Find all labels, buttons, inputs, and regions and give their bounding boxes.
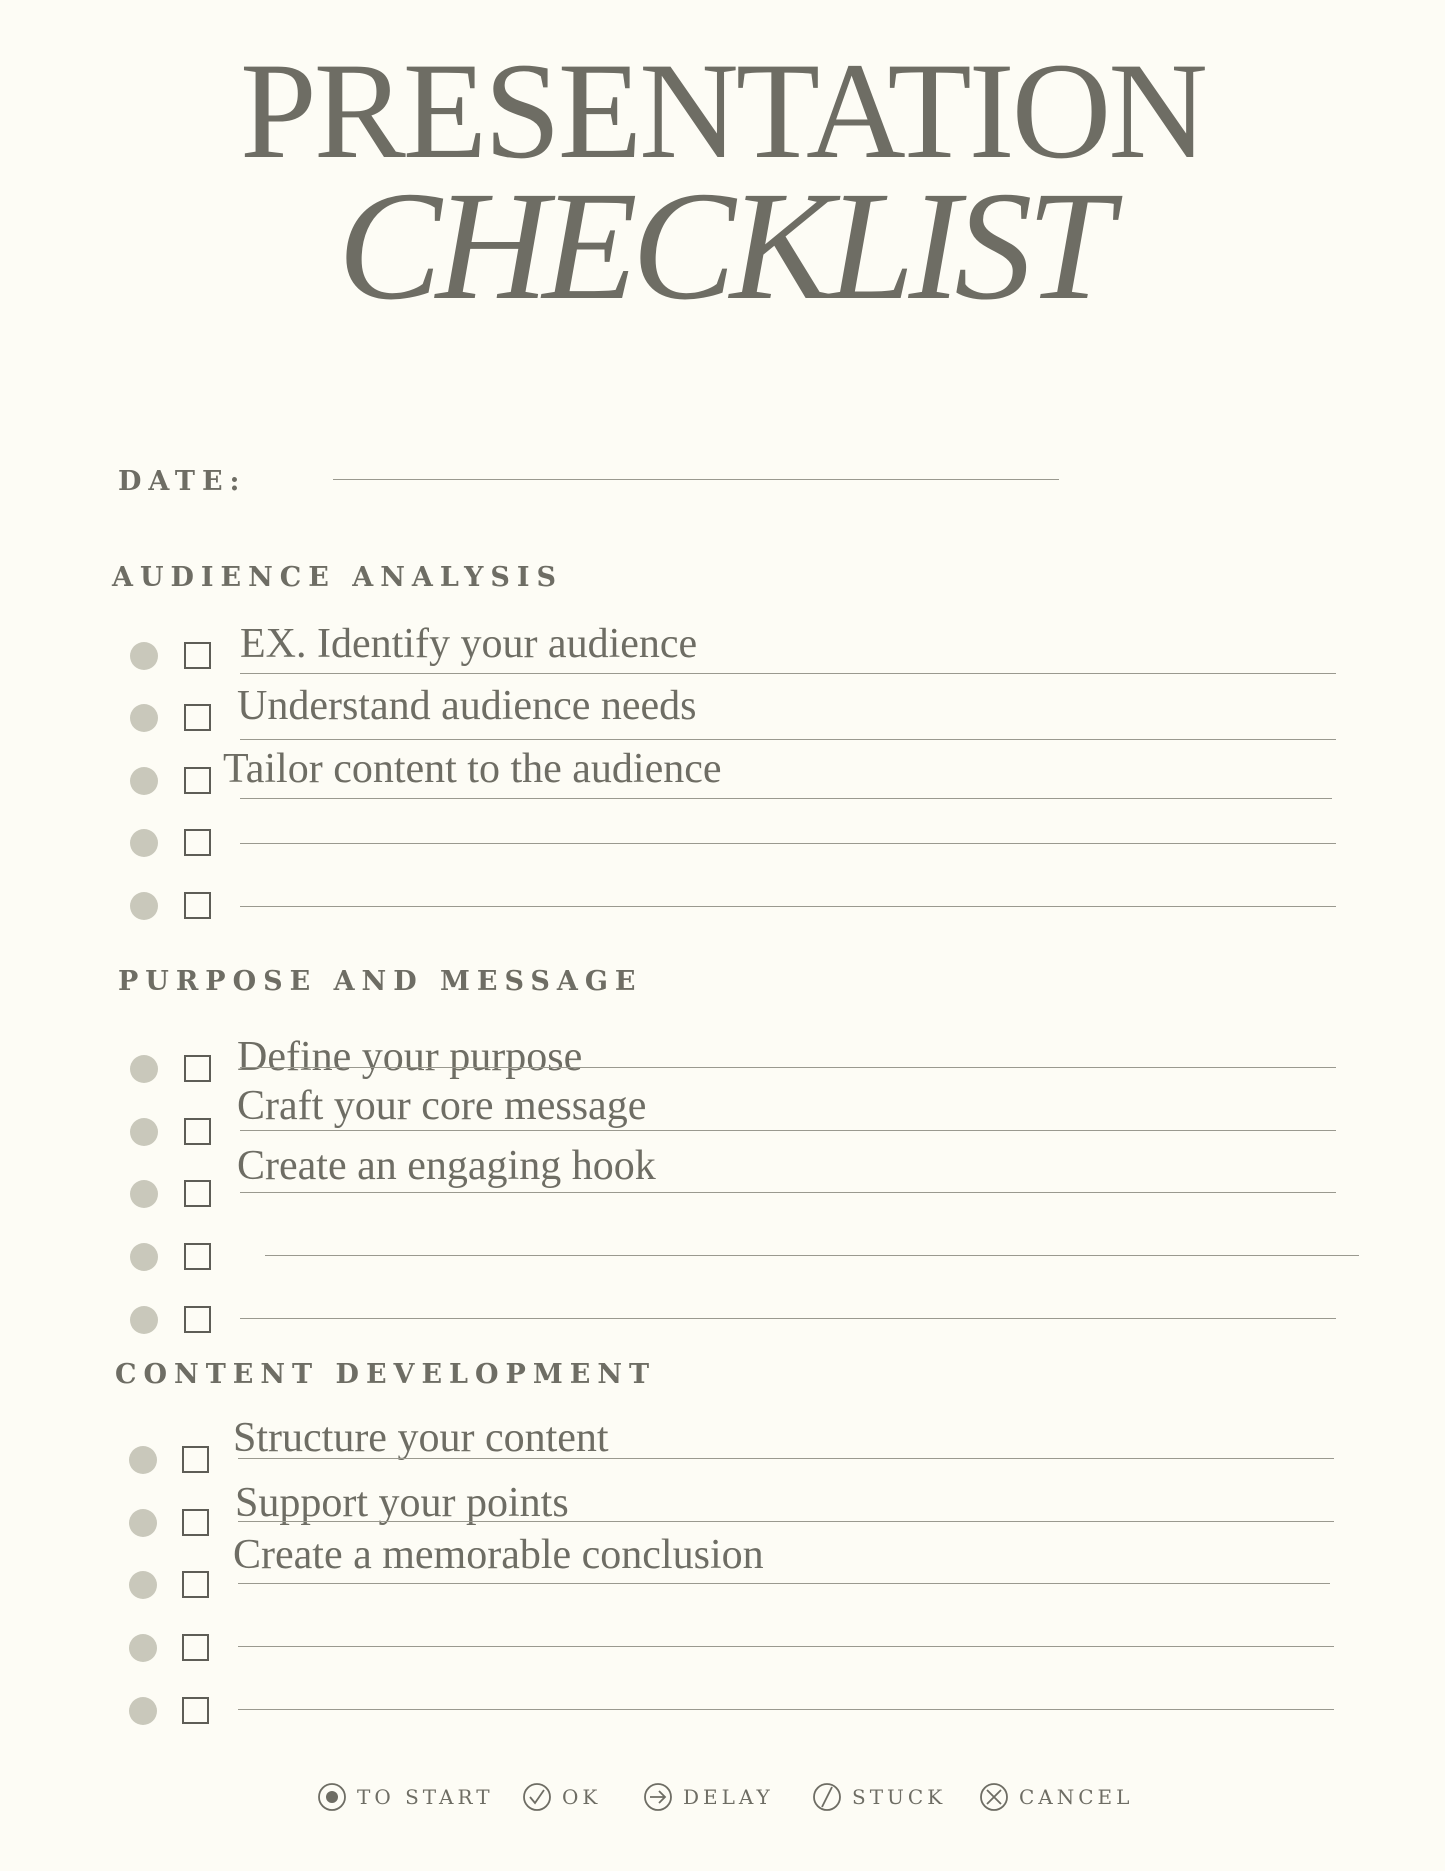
legend-label: OK [562, 1785, 602, 1809]
item-text[interactable]: Define your purpose [237, 1034, 583, 1080]
legend-label: CANCEL [1019, 1785, 1134, 1809]
legend-label: STUCK [852, 1785, 947, 1809]
checklist-row [0, 1225, 1445, 1287]
item-underline [240, 1192, 1336, 1193]
title-line-2: CHECKLIST [337, 159, 1108, 332]
checkbox[interactable] [184, 829, 211, 856]
circle-dot-icon [317, 1782, 347, 1812]
checkbox[interactable] [182, 1634, 209, 1661]
item-underline [238, 1646, 1334, 1647]
checklist-row [0, 1415, 1445, 1490]
item-text[interactable]: Create a memorable conclusion [233, 1532, 764, 1578]
item-text[interactable]: Structure your content [233, 1415, 609, 1461]
checklist-row [0, 621, 1445, 686]
circle-check-icon [522, 1782, 552, 1812]
legend-label: DELAY [683, 1785, 774, 1809]
status-dot[interactable] [130, 767, 158, 795]
checkbox[interactable] [184, 892, 211, 919]
item-underline [265, 1255, 1359, 1256]
item-underline [240, 798, 1332, 799]
status-dot[interactable] [130, 704, 158, 732]
circle-slash-icon [812, 1782, 842, 1812]
item-underline [240, 1318, 1336, 1319]
item-text[interactable]: Craft your core message [237, 1083, 647, 1129]
status-dot[interactable] [129, 1634, 157, 1662]
date-label: DATE: [118, 466, 247, 497]
checklist-row [0, 874, 1445, 936]
item-text[interactable]: Tailor content to the audience [223, 746, 722, 792]
checklist-row [0, 1288, 1445, 1350]
status-dot[interactable] [129, 1697, 157, 1725]
item-text[interactable]: Create an engaging hook [237, 1143, 656, 1189]
checklist-row [0, 1143, 1445, 1224]
status-dot[interactable] [130, 892, 158, 920]
status-legend [0, 1780, 1445, 1816]
checkbox[interactable] [184, 642, 211, 669]
checkbox[interactable] [184, 1306, 211, 1333]
status-dot[interactable] [130, 1180, 158, 1208]
date-input-line[interactable] [333, 479, 1059, 480]
title-line-1: PRESENTATION [240, 34, 1205, 187]
section-heading-content-development: CONTENT DEVELOPMENT [115, 1359, 657, 1390]
legend-label: TO START [357, 1785, 494, 1809]
status-dot[interactable] [129, 1571, 157, 1599]
circle-arrow-right-icon [643, 1782, 673, 1812]
item-underline [240, 906, 1336, 907]
checklist-row [0, 683, 1445, 748]
checklist-row [0, 1679, 1445, 1741]
item-text[interactable]: Support your points [235, 1480, 569, 1526]
item-underline [240, 1067, 1336, 1068]
item-underline [238, 1709, 1334, 1710]
status-dot[interactable] [129, 1509, 157, 1537]
status-dot[interactable] [130, 642, 158, 670]
checkbox[interactable] [182, 1509, 209, 1536]
checklist-row [0, 1034, 1445, 1099]
item-underline [240, 739, 1336, 740]
checkbox[interactable] [184, 1180, 211, 1207]
status-dot[interactable] [130, 829, 158, 857]
section-heading-purpose-and-message: PURPOSE AND MESSAGE [118, 966, 643, 997]
item-underline [240, 673, 1336, 674]
circle-x-icon [979, 1782, 1009, 1812]
section-heading-audience-analysis: AUDIENCE ANALYSIS [112, 562, 564, 593]
status-dot[interactable] [130, 1306, 158, 1334]
status-dot[interactable] [129, 1446, 157, 1474]
checkbox[interactable] [184, 1243, 211, 1270]
status-dot[interactable] [130, 1055, 158, 1083]
item-underline [238, 1458, 1334, 1459]
checkbox[interactable] [182, 1571, 209, 1598]
item-underline [240, 843, 1336, 844]
status-dot[interactable] [130, 1243, 158, 1271]
item-underline [238, 1583, 1330, 1584]
checklist-row [0, 1532, 1445, 1615]
checklist-row [0, 1083, 1445, 1162]
checkbox[interactable] [184, 704, 211, 731]
checkbox[interactable] [184, 1055, 211, 1082]
checklist-row [0, 1616, 1445, 1678]
checklist-row [0, 746, 1445, 811]
item-text[interactable]: EX. Identify your audience [240, 621, 698, 667]
item-text[interactable]: Understand audience needs [237, 683, 697, 729]
item-underline [238, 1521, 1334, 1522]
checkbox[interactable] [184, 767, 211, 794]
item-underline [240, 1130, 1336, 1131]
checklist-row [0, 811, 1445, 873]
checkbox[interactable] [182, 1446, 209, 1473]
status-dot[interactable] [130, 1118, 158, 1146]
checkbox[interactable] [184, 1118, 211, 1145]
checkbox[interactable] [182, 1697, 209, 1724]
